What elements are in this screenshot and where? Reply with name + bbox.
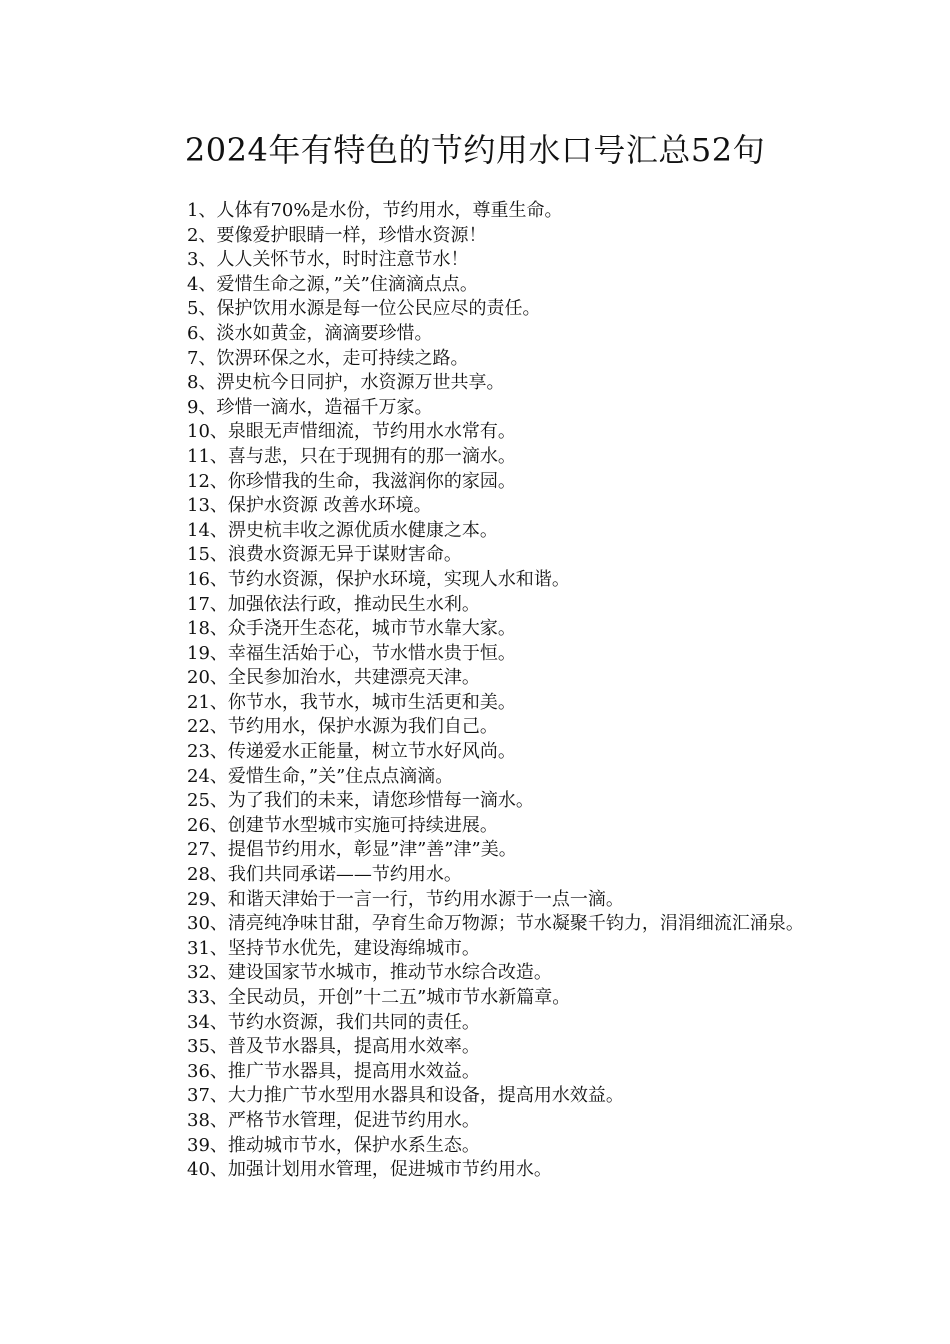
slogan-item: 3、人人关怀节水，时时注意节水！: [187, 249, 469, 271]
slogan-item: 14、淠史杭丰收之源优质水健康之本。: [187, 519, 498, 541]
slogan-item: 30、清亮纯净味甘甜，孕育生命万物源；节水凝聚千钧力，涓涓细流汇涌泉。: [187, 913, 804, 935]
slogan-item: 34、节约水资源，我们共同的责任。: [187, 1011, 480, 1033]
slogan-item: 28、我们共同承诺——节约用水。: [187, 864, 462, 886]
slogan-item: 35、普及节水器具，提高用水效率。: [187, 1036, 480, 1058]
slogan-item: 31、坚持节水优先，建设海绵城市。: [187, 937, 480, 959]
slogan-item: 10、泉眼无声惜细流，节约用水水常有。: [187, 421, 516, 443]
slogan-item: 15、浪费水资源无异于谋财害命。: [187, 544, 462, 566]
slogan-item: 22、节约用水，保护水源为我们自己。: [187, 716, 498, 738]
slogan-item: 2、要像爱护眼睛一样，珍惜水资源！: [187, 224, 487, 246]
slogan-item: 27、提倡节约用水，彰显”津”善”津”美。: [187, 839, 517, 861]
slogan-item: 6、淡水如黄金，滴滴要珍惜。: [187, 322, 433, 344]
slogan-item: 24、爱惜生命，”关”住点点滴滴。: [187, 765, 454, 787]
slogan-item: 11、喜与悲，只在于现拥有的那一滴水。: [187, 445, 516, 467]
slogan-item: 19、幸福生活始于心，节水惜水贵于恒。: [187, 642, 516, 664]
slogan-item: 38、严格节水管理，促进节约用水。: [187, 1109, 480, 1131]
document-title: 2024年有特色的节约用水口号汇总52句: [184, 131, 766, 169]
slogan-item: 29、和谐天津始于一言一行，节约用水源于一点一滴。: [187, 888, 624, 910]
slogan-item: 39、推动城市节水，保护水系生态。: [187, 1134, 480, 1156]
slogan-item: 20、全民参加治水，共建漂亮天津。: [187, 667, 480, 689]
slogan-item: 40、加强计划用水管理，促进城市节约用水。: [187, 1159, 552, 1181]
slogan-item: 17、加强依法行政，推动民生水利。: [187, 593, 480, 615]
slogan-item: 7、饮淠环保之水，走可持续之路。: [187, 347, 469, 369]
slogan-item: 26、创建节水型城市实施可持续进展。: [187, 814, 498, 836]
slogan-item: 13、保护水资源 改善水环境。: [187, 495, 432, 517]
slogan-item: 32、建设国家节水城市，推动节水综合改造。: [187, 962, 552, 984]
slogan-item: 18、众手浇开生态花，城市节水靠大家。: [187, 618, 516, 640]
slogan-list: [145, 199, 810, 1183]
slogan-item: 9、珍惜一滴水，造福千万家。: [187, 396, 433, 418]
slogan-item: 8、淠史杭今日同护，水资源万世共享。: [187, 372, 505, 394]
slogan-item: 23、传递爱水正能量，树立节水好风尚。: [187, 741, 516, 763]
slogan-item: 1、人体有70%是水份，节约用水，尊重生命。: [187, 200, 563, 221]
slogan-item: 21、你节水，我节水，城市生活更和美。: [187, 691, 516, 713]
slogan-item: 16、节约水资源，保护水环境，实现人水和谐。: [187, 568, 570, 590]
slogan-item: 37、大力推广节水型用水器具和设备，提高用水效益。: [187, 1085, 624, 1107]
slogan-item: 12、你珍惜我的生命，我滋润你的家园。: [187, 470, 516, 492]
slogan-item: 25、为了我们的未来，请您珍惜每一滴水。: [187, 790, 534, 812]
slogan-item: 4、爱惜生命之源，”关”住滴滴点点。: [187, 273, 478, 295]
slogan-item: 5、保护饮用水源是每一位公民应尽的责任。: [187, 298, 541, 320]
slogan-item: 33、全民动员，开创”十二五”城市节水新篇章。: [187, 987, 571, 1008]
slogan-item: 36、推广节水器具，提高用水效益。: [187, 1060, 480, 1082]
